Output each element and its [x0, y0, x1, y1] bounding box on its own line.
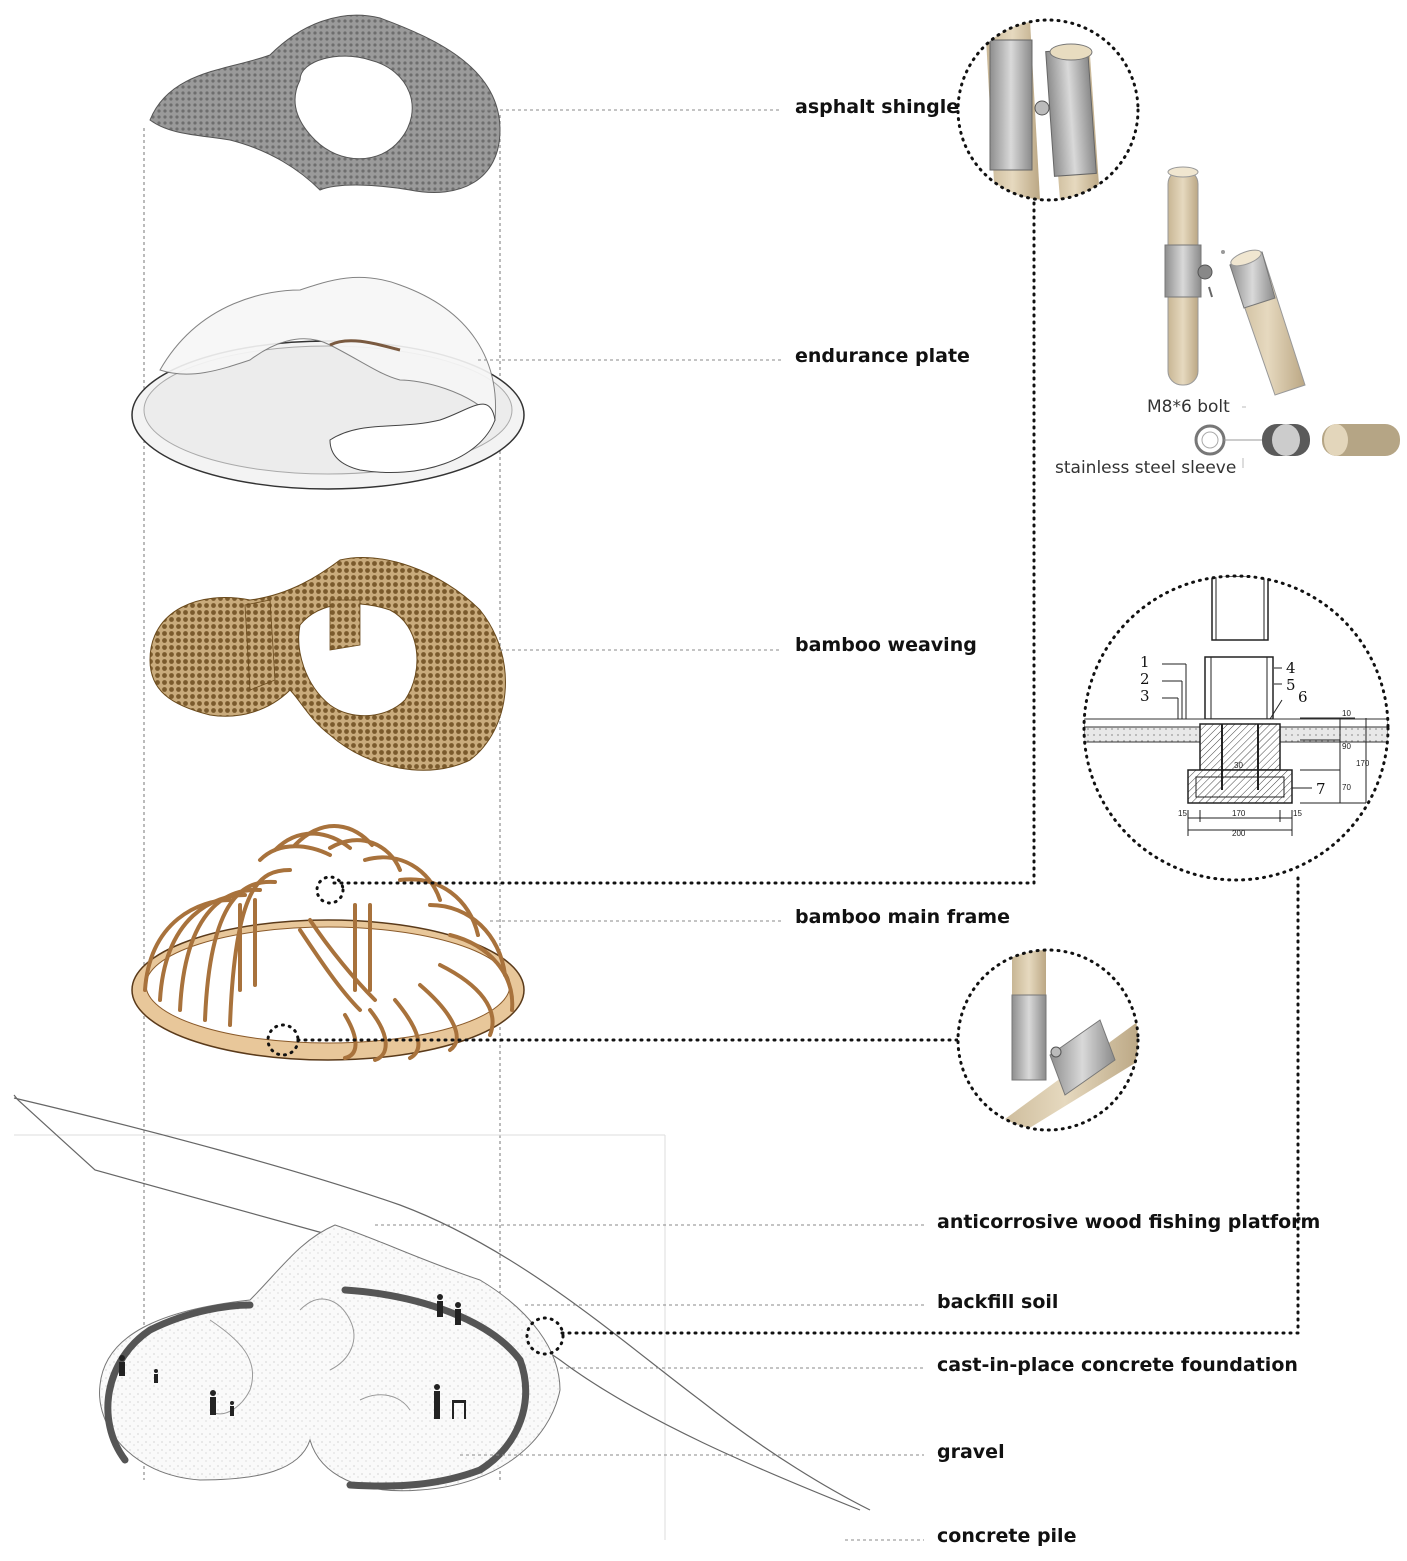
label-bolt: M8*6 bolt [1147, 397, 1230, 417]
dim-top-layer: 10 [1342, 709, 1351, 718]
joint-detail-circle-top [958, 20, 1138, 200]
base-platform-layer [14, 1095, 870, 1540]
label-endurance-plate: endurance plate [795, 345, 970, 367]
dim-bolt-gap: 30 [1234, 761, 1243, 770]
dim-edge-right: 15 [1293, 809, 1302, 818]
callout-1: 1 [1140, 653, 1150, 671]
endurance-plate-layer [132, 277, 524, 489]
label-concrete-pile: concrete pile [937, 1525, 1077, 1547]
dim-slab: 90 [1342, 742, 1351, 751]
asphalt-shingle-layer [150, 15, 500, 192]
label-sleeve: stainless steel sleeve [1055, 458, 1237, 478]
bamboo-main-frame-layer [132, 826, 524, 1060]
callout-4: 4 [1286, 659, 1296, 677]
label-bamboo-weaving: bamboo weaving [795, 634, 977, 656]
joint-exploded-components [1165, 167, 1400, 468]
callout-3: 3 [1140, 687, 1150, 705]
callout-5: 5 [1286, 676, 1296, 694]
dim-outer-width: 200 [1232, 829, 1246, 838]
label-anticorrosive-platform: anticorrosive wood fishing platform [937, 1211, 1321, 1233]
label-bamboo-main-frame: bamboo main frame [795, 906, 1010, 928]
dim-inner-width: 170 [1232, 809, 1246, 818]
bamboo-weaving-layer [150, 557, 505, 770]
callout-2: 2 [1140, 670, 1150, 688]
callout-6: 6 [1298, 688, 1308, 706]
dim-footing-depth: 70 [1342, 783, 1351, 792]
joint-detail-circle-base [958, 950, 1140, 1140]
dim-edge-left: 15 [1178, 809, 1187, 818]
label-backfill-soil: backfill soil [937, 1291, 1059, 1313]
label-asphalt-shingle: asphalt shingle [795, 96, 960, 118]
label-concrete-foundation: cast-in-place concrete foundation [937, 1354, 1298, 1376]
label-gravel: gravel [937, 1441, 1005, 1463]
dim-total-depth: 170 [1356, 759, 1370, 768]
callout-7: 7 [1316, 780, 1326, 798]
